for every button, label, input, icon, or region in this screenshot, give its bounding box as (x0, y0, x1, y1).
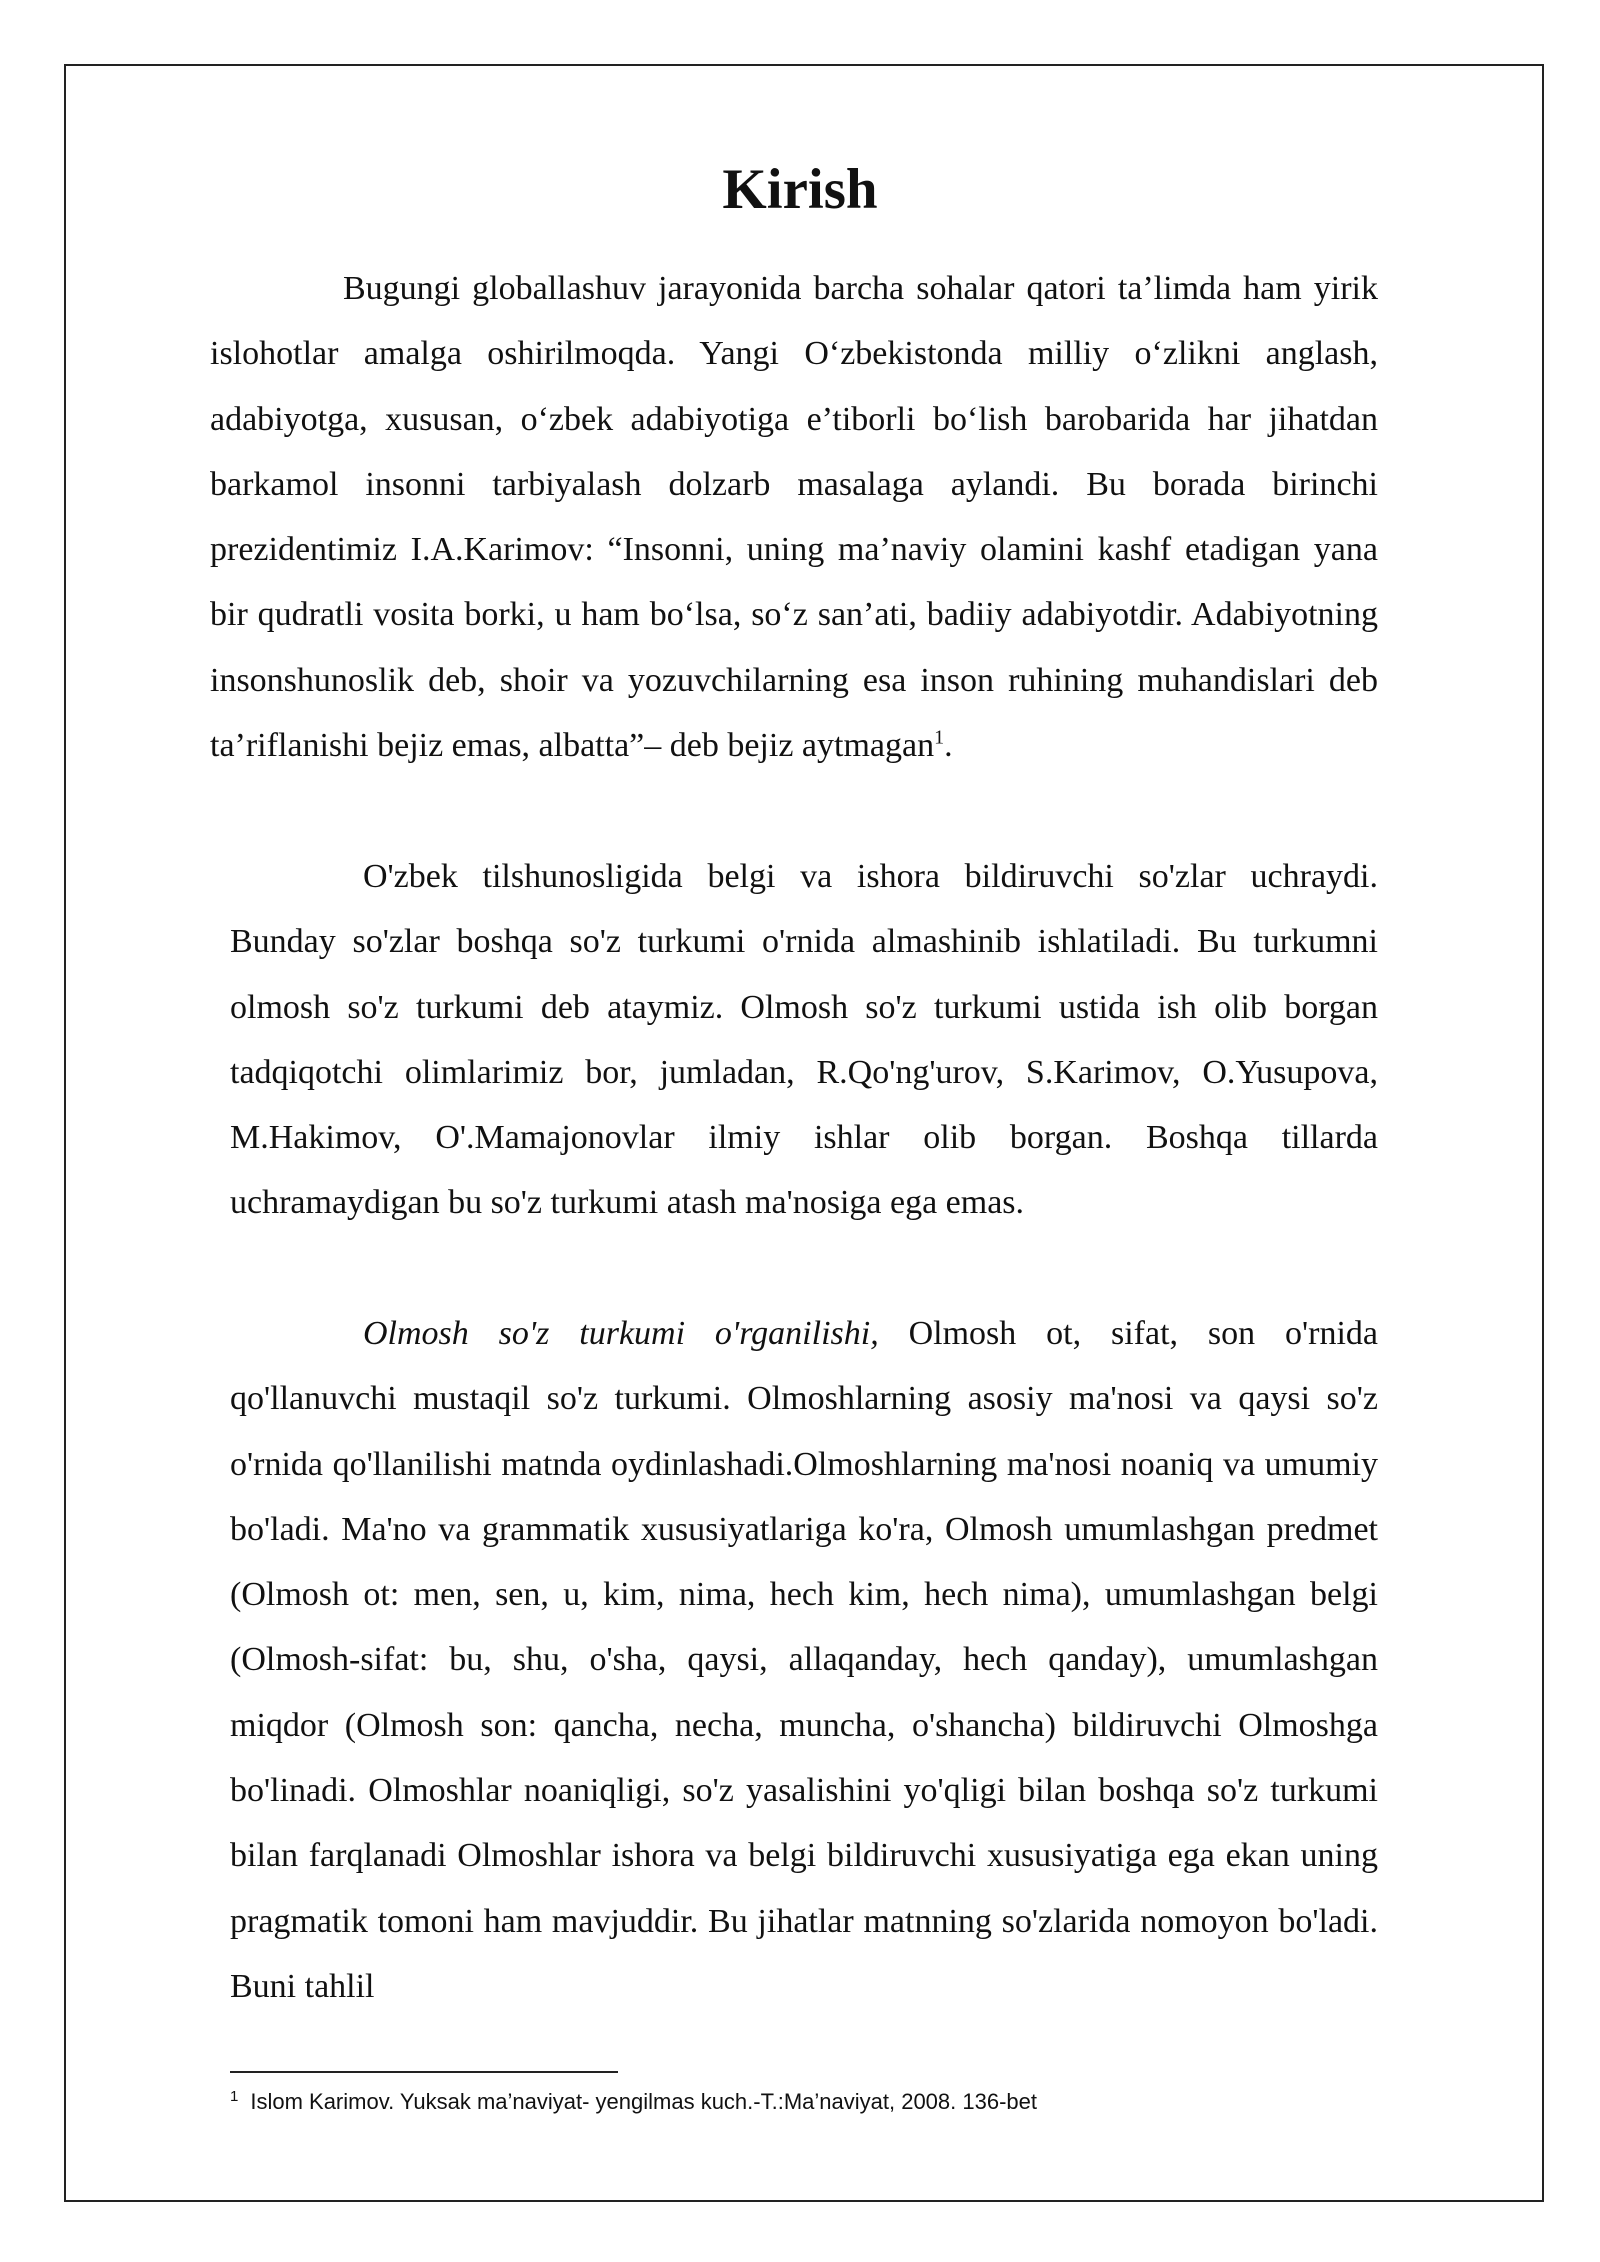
paragraph-introduction (210, 256, 1378, 778)
paragraph-text: O'zbek tilshunosligida belgi va ishora bildiruvchi so'zlar uchraydi. Bunday so'zlar boshqa so'z turkumi o'rnida almashinib ishlatiladi. Bu turkumni olmosh so'z turkumi deb ataymiz. Olmosh so'z turkumi ustida ish olib borgan tadqiqotchi olimlarimiz bor, jumladan, R.Qo'ng'urov, S.Karimov, O.Yusupova, M.Hakimov, O'.Mamajonovlar ilmiy ishlar olib borgan. Boshqa tillarda uchramaydigan bu so'z turkumi atash ma'nosiga ega emas. (230, 858, 1378, 1222)
paragraph-linguistics (230, 844, 1378, 1236)
footnote-reference[interactable]: 1 (934, 726, 945, 749)
paragraph-italic-lead: Olmosh so'z turkumi o'rganilishi, (363, 1315, 879, 1352)
footnote-number: 1 (230, 2087, 239, 2105)
paragraph-text: Olmosh ot, sifat, son o'rnida qo'llanuvchi mustaqil so'z turkumi. Olmoshlarning asosiy ma'nosi va qaysi so'z o'rnida qo'llanilishi matnda oydinlashadi.Olmoshlarning ma'nosi noaniq va umumiy bo'ladi. Ma'no va grammatik xususiyatlariga ko'ra, Olmosh umumlashgan predmet (Olmosh ot: men, sen, u, kim, nima, hech kim, hech nima), umumlashgan belgi (Olmosh-sifat: bu, shu, o'sha, qaysi, allaqanday, hech qanday), umumlashgan miqdor (Olmosh son: qancha, necha, muncha, o'shancha) bildiruvchi Olmoshga bo'linadi. Olmoshlar noaniqligi, so'z yasalishini yo'qligi bilan boshqa so'z turkumi bilan farqlanadi Olmoshlar ishora va belgi bildiruvchi xususiyatiga ega ekan uning pragmatik tomoni ham mavjuddir. Bu jihatlar matnning so'zlarida nomoyon bo'ladi. Buni tahlil (230, 1315, 1378, 2005)
footnote-text: Islom Karimov. Yuksak ma’naviyat- yengilmas kuch.-T.:Ma’naviyat, 2008. 136-bet (250, 2089, 1037, 2114)
paragraph-pronoun-study (230, 1301, 1378, 2019)
footnote (230, 2087, 1378, 2117)
paragraph-end: . (944, 727, 953, 765)
footnote-separator (230, 2071, 618, 2073)
paragraph-text: Bugungi globallashuv jarayonida barcha sohalar qatori ta’limda ham yirik islohotlar amalga oshirilmoqda. Yangi O‘zbekistonda milliy o‘zlikni anglash, adabiyotga, xususan, o‘zbek adabiyotiga e’tiborli bo‘lish barobarida har jihatdan barkamol insonni tarbiyalash dolzarb masalaga aylandi. Bu borada birinchi prezidentimiz I.A.Karimov: “Insonni, uning ma’naviy olamini kashf etadigan yana bir qudratli vosita borki, u ham bo‘lsa, so‘z san’ati, badiiy adabiyotdir. Adabiyotning insonshunoslik deb, shoir va yozuvchilarning esa inson ruhining muhandislari deb ta’riflanishi bejiz emas, albatta”– deb bejiz aytmagan (210, 270, 1378, 765)
page-title: Kirish (722, 158, 878, 221)
